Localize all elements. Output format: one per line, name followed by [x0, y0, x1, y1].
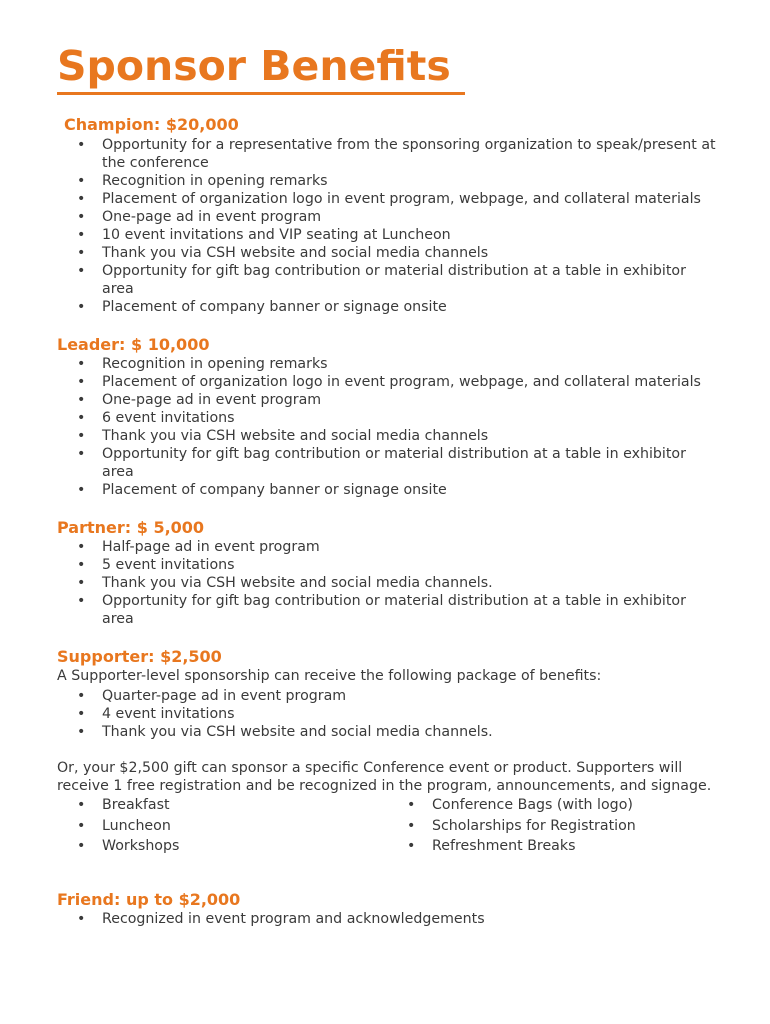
list-item: • Thank you via CSH website and social media channels	[57, 244, 717, 262]
list-item: • Scholarships for Registration	[387, 816, 717, 837]
list-item: • Placement of company banner or signage onsite	[57, 481, 717, 499]
options-list-right	[387, 795, 717, 857]
list-item: • One-page ad in event program	[57, 208, 717, 226]
list-item: • Opportunity for gift bag contribution or material distribution at a table in exhibitor area	[57, 262, 717, 298]
list-item: • One-page ad in event program	[57, 391, 717, 409]
supporter-intro: A Supporter-level sponsorship can receive the following package of benefits:	[57, 668, 602, 684]
list-item: • Quarter-page ad in event program	[57, 687, 717, 705]
list-item: • Conference Bags (with logo)	[387, 795, 717, 816]
list-item: • 6 event invitations	[57, 409, 717, 427]
list-item: • Opportunity for gift bag contribution or material distribution at a table in exhibitor area	[57, 445, 717, 481]
page-title: Sponsor Benefits	[57, 40, 465, 95]
champion-benefits-list	[57, 136, 717, 316]
partner-benefits-list	[57, 538, 717, 628]
supporter-alternative-text: Or, your $2,500 gift can sponsor a specific Conference event or product. Supporters will receive 1 free registration and be recognized in the program, announcements, and signage.	[57, 760, 712, 794]
friend-benefits-list	[57, 910, 717, 928]
list-item: • 5 event invitations	[57, 556, 717, 574]
champion-section	[57, 115, 717, 135]
list-item: • Luncheon	[57, 816, 387, 837]
list-item: • Opportunity for gift bag contribution or material distribution at a table in exhibitor area	[57, 592, 717, 628]
friend-heading: Friend: up to $2,000	[57, 889, 241, 909]
list-item: • 4 event invitations	[57, 705, 717, 723]
supporter-benefits-list	[57, 687, 717, 741]
list-item: • Thank you via CSH website and social media channels.	[57, 574, 717, 592]
leader-heading: Leader: $ 10,000	[57, 335, 210, 354]
list-item: • Opportunity for a representative from the sponsoring organization to speak/present at the conference	[57, 136, 717, 172]
supporter-options-left	[57, 795, 387, 857]
supporter-options	[57, 795, 717, 857]
partner-heading: Partner: $ 5,000	[57, 518, 205, 537]
options-list-left	[57, 795, 387, 857]
list-item: • Thank you via CSH website and social media channels	[57, 427, 717, 445]
champion-heading: Champion: $20,000	[64, 115, 239, 134]
supporter-heading: Supporter: $2,500	[57, 647, 222, 666]
list-item: • Half-page ad in event program	[57, 538, 717, 556]
list-item: • Recognition in opening remarks	[57, 355, 717, 373]
list-item: • Workshops	[57, 836, 387, 857]
list-item: • Thank you via CSH website and social media channels.	[57, 723, 717, 741]
document-page	[57, 40, 717, 928]
list-item: • Placement of organization logo in event program, webpage, and collateral materials	[57, 373, 717, 391]
list-item: • Recognized in event program and acknowledgements	[57, 910, 717, 928]
list-item: • Recognition in opening remarks	[57, 172, 717, 190]
leader-benefits-list	[57, 355, 717, 499]
list-item: • Placement of company banner or signage onsite	[57, 298, 717, 316]
list-item: • Placement of organization logo in event program, webpage, and collateral materials	[57, 190, 717, 208]
supporter-options-right	[387, 795, 717, 857]
list-item: • Refreshment Breaks	[387, 836, 717, 857]
list-item: • Breakfast	[57, 795, 387, 816]
list-item: • 10 event invitations and VIP seating at Luncheon	[57, 226, 717, 244]
